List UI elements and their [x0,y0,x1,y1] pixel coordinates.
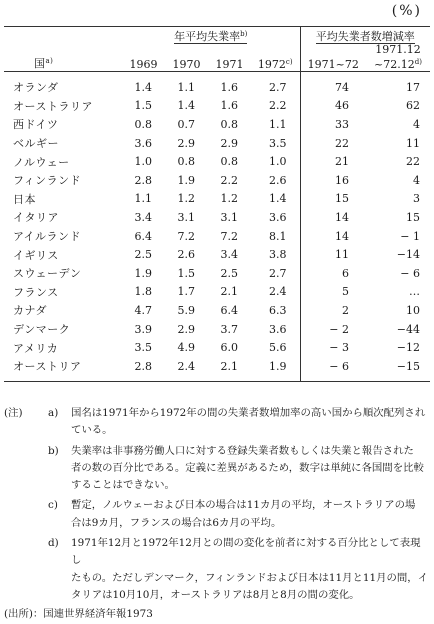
country-cell: 日本 [13,192,36,206]
value-cell-y1970: 2.9 [177,322,195,336]
value-cell-c1: 6 [300,264,366,283]
value-cell-y1971: 3.1 [220,210,238,224]
value-cell-y1969: 1.4 [134,80,152,94]
note-c-letter: c) [48,499,58,512]
value-cell-y1970: 1.4 [177,99,195,113]
value-cell-y1970: 7.2 [177,229,195,243]
value-cell-c1: − 3 [300,338,366,357]
country-cell: オランダ [13,81,59,95]
value-cell-y1972: 6.3 [269,303,287,317]
value-cell-y1971: 3.7 [220,322,238,336]
value-cell-c2: − 6 [400,266,420,280]
value-cell-c1: − 6 [300,357,366,376]
note-a-line2: ている。 [71,424,113,437]
note-d [4,535,430,604]
value-cell-y1969: 1.8 [134,285,152,299]
value-cell-y1969: 1.1 [134,192,152,206]
header-1972-text: 1972 [257,58,286,71]
header-country-text: 国 [34,57,46,70]
value-cell-y1972: 8.1 [269,229,287,243]
value-cell-c1: 2 [300,301,366,320]
header-change2-line2: ~72.12 [374,58,415,71]
table-row [4,283,430,302]
value-cell-y1972: 3.8 [269,248,287,262]
country-cell: アメリカ [13,341,59,355]
header-group-change [300,27,430,45]
header-change1: 1971~72 [300,44,366,72]
header-change2 [366,44,430,72]
value-cell-y1970: 4.9 [177,341,195,355]
notes-label: (注) [4,407,23,419]
value-cell-y1969: 6.4 [134,229,152,243]
value-cell-c1: 5 [300,283,366,302]
value-cell-y1972: 3.5 [269,136,287,150]
value-cell-c2: … [409,285,420,299]
value-cell-y1971: 1.6 [220,99,238,113]
value-cell-y1972: 3.6 [269,210,287,224]
note-d-line2: たもの。ただしデンマーク，フィンランドおよび日本は11月と11月の間，イ [71,571,429,584]
header-group-avg-text: 年平均失業率 [174,30,241,43]
table-row [4,338,430,357]
note-d-line1: 1971年12月と1972年12月との間の変化を前者に対する百分比として表現し [71,537,421,567]
table-row [4,171,430,190]
unit-label: (%) [391,3,422,19]
value-cell-y1970: 2.9 [177,136,195,150]
value-cell-y1969: 3.4 [134,210,152,224]
value-cell-y1969: 1.5 [134,99,152,113]
header-change2-sup: d) [414,58,422,66]
value-cell-y1972: 1.0 [269,155,287,169]
value-cell-c1: − 2 [300,320,366,339]
value-cell-y1971: 0.8 [220,117,238,131]
value-cell-y1969: 2.8 [134,173,152,187]
header-country [4,44,122,72]
value-cell-y1971: 0.8 [220,155,238,169]
note-c [4,497,430,532]
table-row [4,97,430,116]
table-row [4,264,430,283]
value-cell-y1970: 1.9 [177,173,195,187]
header-1970: 1970 [172,58,201,71]
value-cell-y1969: 3.5 [134,341,152,355]
value-cell-y1971: 2.1 [220,359,238,373]
value-cell-c1: 33 [300,115,366,134]
value-cell-y1971: 6.0 [220,341,238,355]
value-cell-y1971: 2.9 [220,136,238,150]
country-cell: カナダ [13,304,47,318]
country-cell: ノルウェー [13,155,70,169]
value-cell-y1972: 3.6 [269,322,287,336]
value-cell-y1971: 2.1 [220,285,238,299]
notes-section [4,405,430,624]
value-cell-c2: 17 [406,80,420,94]
value-cell-c2: − 1 [400,229,420,243]
country-cell: ベルギー [13,137,59,151]
value-cell-c1: 14 [300,208,366,227]
value-cell-y1970: 1.7 [177,285,195,299]
value-cell-c2: 3 [413,192,420,206]
value-cell-c2: −44 [396,322,420,336]
value-cell-y1971: 2.2 [220,173,238,187]
header-country-sup: a) [45,57,54,65]
table-row [4,301,430,320]
value-cell-y1970: 1.5 [177,266,195,280]
note-b-line1: 失業率は非事務労働人口に対する登録失業者数もしくは失業と報告された [71,444,414,457]
header-1972 [251,44,300,72]
value-cell-c2: 4 [413,173,420,187]
value-cell-y1972: 2.7 [269,80,287,94]
header-group-change-text: 平均失業者数増減率 [315,30,415,43]
table-row [4,320,430,339]
value-cell-y1971: 1.2 [220,192,238,206]
value-cell-y1969: 0.8 [134,117,152,131]
country-cell: イタリア [13,211,59,225]
value-cell-y1972: 1.9 [269,359,287,373]
value-cell-c1: 74 [300,78,366,97]
table-row [4,190,430,209]
value-cell-c1: 16 [300,171,366,190]
value-cell-y1970: 1.2 [177,192,195,206]
value-cell-y1969: 3.9 [134,322,152,336]
country-cell: アイルランド [13,230,82,244]
value-cell-y1972: 1.1 [269,117,287,131]
value-cell-y1972: 1.4 [269,192,287,206]
value-cell-y1969: 4.7 [134,303,152,317]
table-row [4,227,430,246]
country-cell: フランス [13,285,59,299]
value-cell-c2: −12 [396,341,420,355]
note-b [4,443,430,495]
value-cell-y1970: 5.9 [177,303,195,317]
value-cell-c2: 10 [406,303,420,317]
value-cell-y1969: 1.9 [134,266,152,280]
header-1972-sup: c) [285,58,293,66]
value-cell-y1971: 3.4 [220,248,238,262]
country-cell: 西ドイツ [13,118,59,132]
value-cell-y1969: 2.5 [134,248,152,262]
note-b-line3: することはできない。 [71,479,175,492]
value-cell-y1972: 5.6 [269,341,287,355]
note-d-letter: d) [48,537,59,550]
value-cell-y1971: 1.6 [220,80,238,94]
value-cell-y1970: 0.7 [177,117,195,131]
value-cell-y1969: 3.6 [134,136,152,150]
value-cell-c2: 15 [406,210,420,224]
note-b-letter: b) [48,444,59,457]
header-1971: 1971 [215,58,244,71]
value-cell-y1972: 2.4 [269,285,287,299]
note-a-line1: 国名は1971年から1972年の間の失業者数増加率の高い国から順次配列され [71,407,426,419]
country-cell: デンマーク [13,323,71,337]
value-cell-y1971: 7.2 [220,229,238,243]
value-cell-c1: 11 [300,245,366,264]
table-row [4,134,430,153]
note-d-line3: タリアは10月10月，オーストラリアは8月と8月の間の変化。 [71,588,360,601]
country-cell: オーストラリア [13,99,93,113]
table-row [4,78,430,97]
value-cell-y1972: 2.2 [269,99,287,113]
note-a-letter: a) [48,407,59,419]
value-cell-c2: 11 [406,136,420,150]
value-cell-y1972: 2.7 [269,266,287,280]
value-cell-y1972: 2.6 [269,173,287,187]
unemployment-table [4,26,430,382]
value-cell-c2: −14 [396,248,420,262]
table-row [4,115,430,134]
value-cell-y1971: 6.4 [220,303,238,317]
value-cell-c2: −15 [396,359,420,373]
value-cell-y1970: 2.6 [177,248,195,262]
value-cell-c1: 14 [300,227,366,246]
value-cell-c2: 4 [413,117,420,131]
value-cell-c1: 21 [300,152,366,171]
value-cell-c2: 22 [406,155,420,169]
country-cell: フィンランド [13,174,82,188]
value-cell-c1: 46 [300,97,366,116]
country-cell: オーストリア [13,360,82,374]
note-c-line2: 合は9カ月，フランスの場合は6カ月の平均。 [71,516,282,529]
value-cell-y1969: 2.8 [134,359,152,373]
value-cell-c2: 62 [406,99,420,113]
note-a [4,405,430,440]
value-cell-y1970: 1.1 [177,80,195,94]
value-cell-y1970: 2.4 [177,359,195,373]
country-cell: イギリス [13,248,59,262]
header-change2-line1: 1971.12 [375,43,421,56]
source-line: (出所)：国連世界経済年報1973 [4,608,153,621]
table-row [4,152,430,171]
note-b-line2: 者の数の百分比である。定義に差異があるため，数字は単純に各国間を比較 [71,461,424,474]
country-cell: スウェーデン [13,267,82,281]
note-c-line1: 暫定，ノルウェーおよび日本の場合は11カ月の平均，オーストラリアの場 [71,499,416,512]
header-corner [4,27,122,45]
table-row [4,208,430,227]
value-cell-y1970: 3.1 [177,210,195,224]
value-cell-y1969: 1.0 [134,155,152,169]
table-row [4,245,430,264]
header-group-avg [122,27,300,45]
value-cell-y1971: 2.5 [220,266,238,280]
value-cell-c1: 15 [300,190,366,209]
value-cell-y1970: 0.8 [177,155,195,169]
header-group-avg-sup: b) [240,30,248,38]
header-1969: 1969 [129,58,158,71]
value-cell-c1: 22 [300,134,366,153]
table-row [4,357,430,376]
